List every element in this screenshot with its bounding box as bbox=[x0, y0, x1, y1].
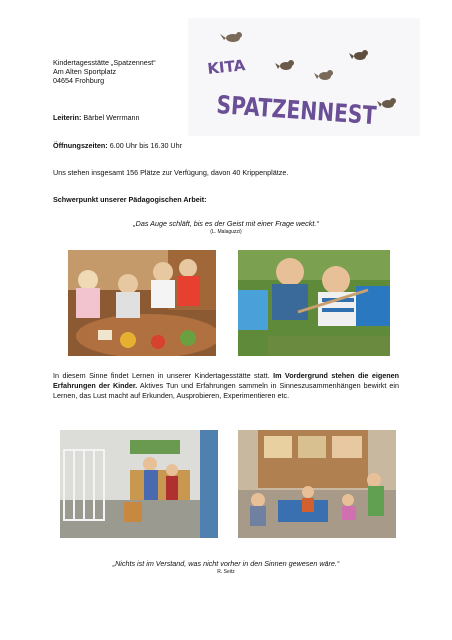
address-block bbox=[53, 58, 156, 85]
hours-value: 6.00 Uhr bis 16.30 Uhr bbox=[107, 141, 183, 150]
paragraph-bold: Im Vordergrund stehen die eigenen Erfahrungen der Kinder. bbox=[53, 371, 400, 390]
capacity-text: Uns stehen insgesamt 156 Plätze zur Verfügung, davon 40 Krippenplätze. bbox=[53, 168, 289, 177]
quote-malaguzzi-author: (L. Malaguzzi) bbox=[210, 229, 242, 235]
photo-playroom bbox=[60, 430, 218, 538]
logo-graphic bbox=[188, 18, 420, 136]
leader-line bbox=[53, 113, 140, 122]
photo-boys-outdoors bbox=[238, 250, 390, 356]
photo-children-table bbox=[68, 250, 216, 356]
quote-malaguzzi: „Das Auge schläft, bis es der Geist mit einer Frage weckt.“ bbox=[133, 219, 319, 228]
kita-logo bbox=[188, 18, 420, 136]
logo-word-spatzennest: SPATZENNEST bbox=[215, 90, 415, 133]
hours-label: Öffnungszeiten: bbox=[53, 141, 108, 150]
paragraph-text-2: Aktives Tun und Erfahrungen sammeln in Sinneszusammenhängen bewirkt ein Lernen, das Lust macht auf Erkunden, Ausprobieren, Experimentieren etc. bbox=[53, 381, 399, 400]
logo-word-kita: KITA bbox=[206, 56, 247, 78]
paragraph-text-1: In diesem Sinne findet Lernen in unserer Kindertagesstätte statt. bbox=[53, 371, 274, 380]
pedagogy-paragraph bbox=[53, 371, 399, 401]
quote-seitz-author: R. Seitz bbox=[217, 569, 235, 575]
quote-seitz: „Nichts ist im Verstand, was nicht vorher in den Sinnen gewesen wäre.“ bbox=[112, 559, 340, 568]
address-city: 04654 Frohburg bbox=[53, 76, 105, 85]
leader-label: Leiterin: bbox=[53, 113, 82, 122]
hours-line bbox=[53, 141, 182, 150]
address-street: Am Alten Sportplatz bbox=[53, 67, 117, 76]
address-name: Kindertagesstätte „Spatzennest“ bbox=[53, 58, 156, 67]
leader-value: Bärbel Werrmann bbox=[81, 113, 140, 122]
focus-heading: Schwerpunkt unserer Pädagogischen Arbeit: bbox=[53, 195, 207, 204]
photo-children-floor bbox=[238, 430, 396, 538]
